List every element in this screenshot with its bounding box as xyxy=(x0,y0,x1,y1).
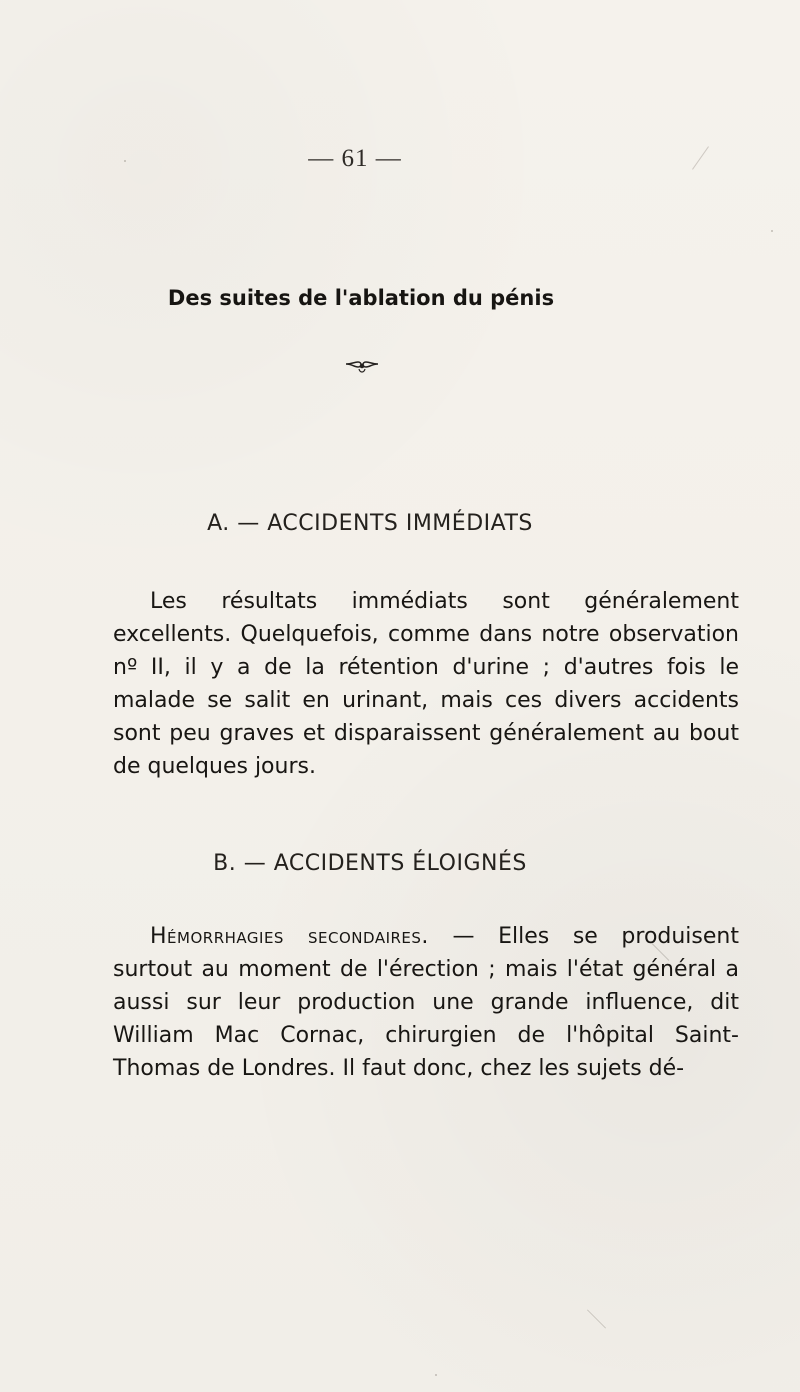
printer-ornament-icon xyxy=(344,356,380,376)
chapter-title: Des suites de l'ablation du pénis xyxy=(167,286,555,310)
paragraph-lead-hemorrhages: Hémorrhagies secondaires. xyxy=(150,924,429,949)
paper-speck xyxy=(771,230,773,232)
section-heading-immediate-accidents: A. — ACCIDENTS IMMÉDIATS xyxy=(207,511,533,536)
paragraph-hemorrhages-body: — Elles se produisent surtout au moment de l'érection ; mais l'état général a aussi sur leur production une grande influence, dit William Mac Cornac, chirurgien de l'hôpital Saint-Thomas de Londres. Il faut donc, chez les sujets dé- xyxy=(113,924,739,1081)
paper-speck xyxy=(435,1374,437,1376)
page-number: — 61 — xyxy=(308,145,402,172)
paper-speck xyxy=(587,1309,606,1328)
section-heading-remote-accidents: B. — ACCIDENTS ÉLOIGNÉS xyxy=(213,851,527,876)
paragraph-immediate-results: Les résultats immédiats sont généralement excellents. Quelquefois, comme dans notre observation nº II, il y a de la rétention d'urine ; d'autres fois le malade se salit en urinant, mais ces divers accidents sont peu graves et disparaissent généralement au bout de quelques jours. xyxy=(113,589,739,779)
paragraph-secondary-hemorrhages xyxy=(113,920,739,1085)
paper-speck xyxy=(124,160,126,162)
